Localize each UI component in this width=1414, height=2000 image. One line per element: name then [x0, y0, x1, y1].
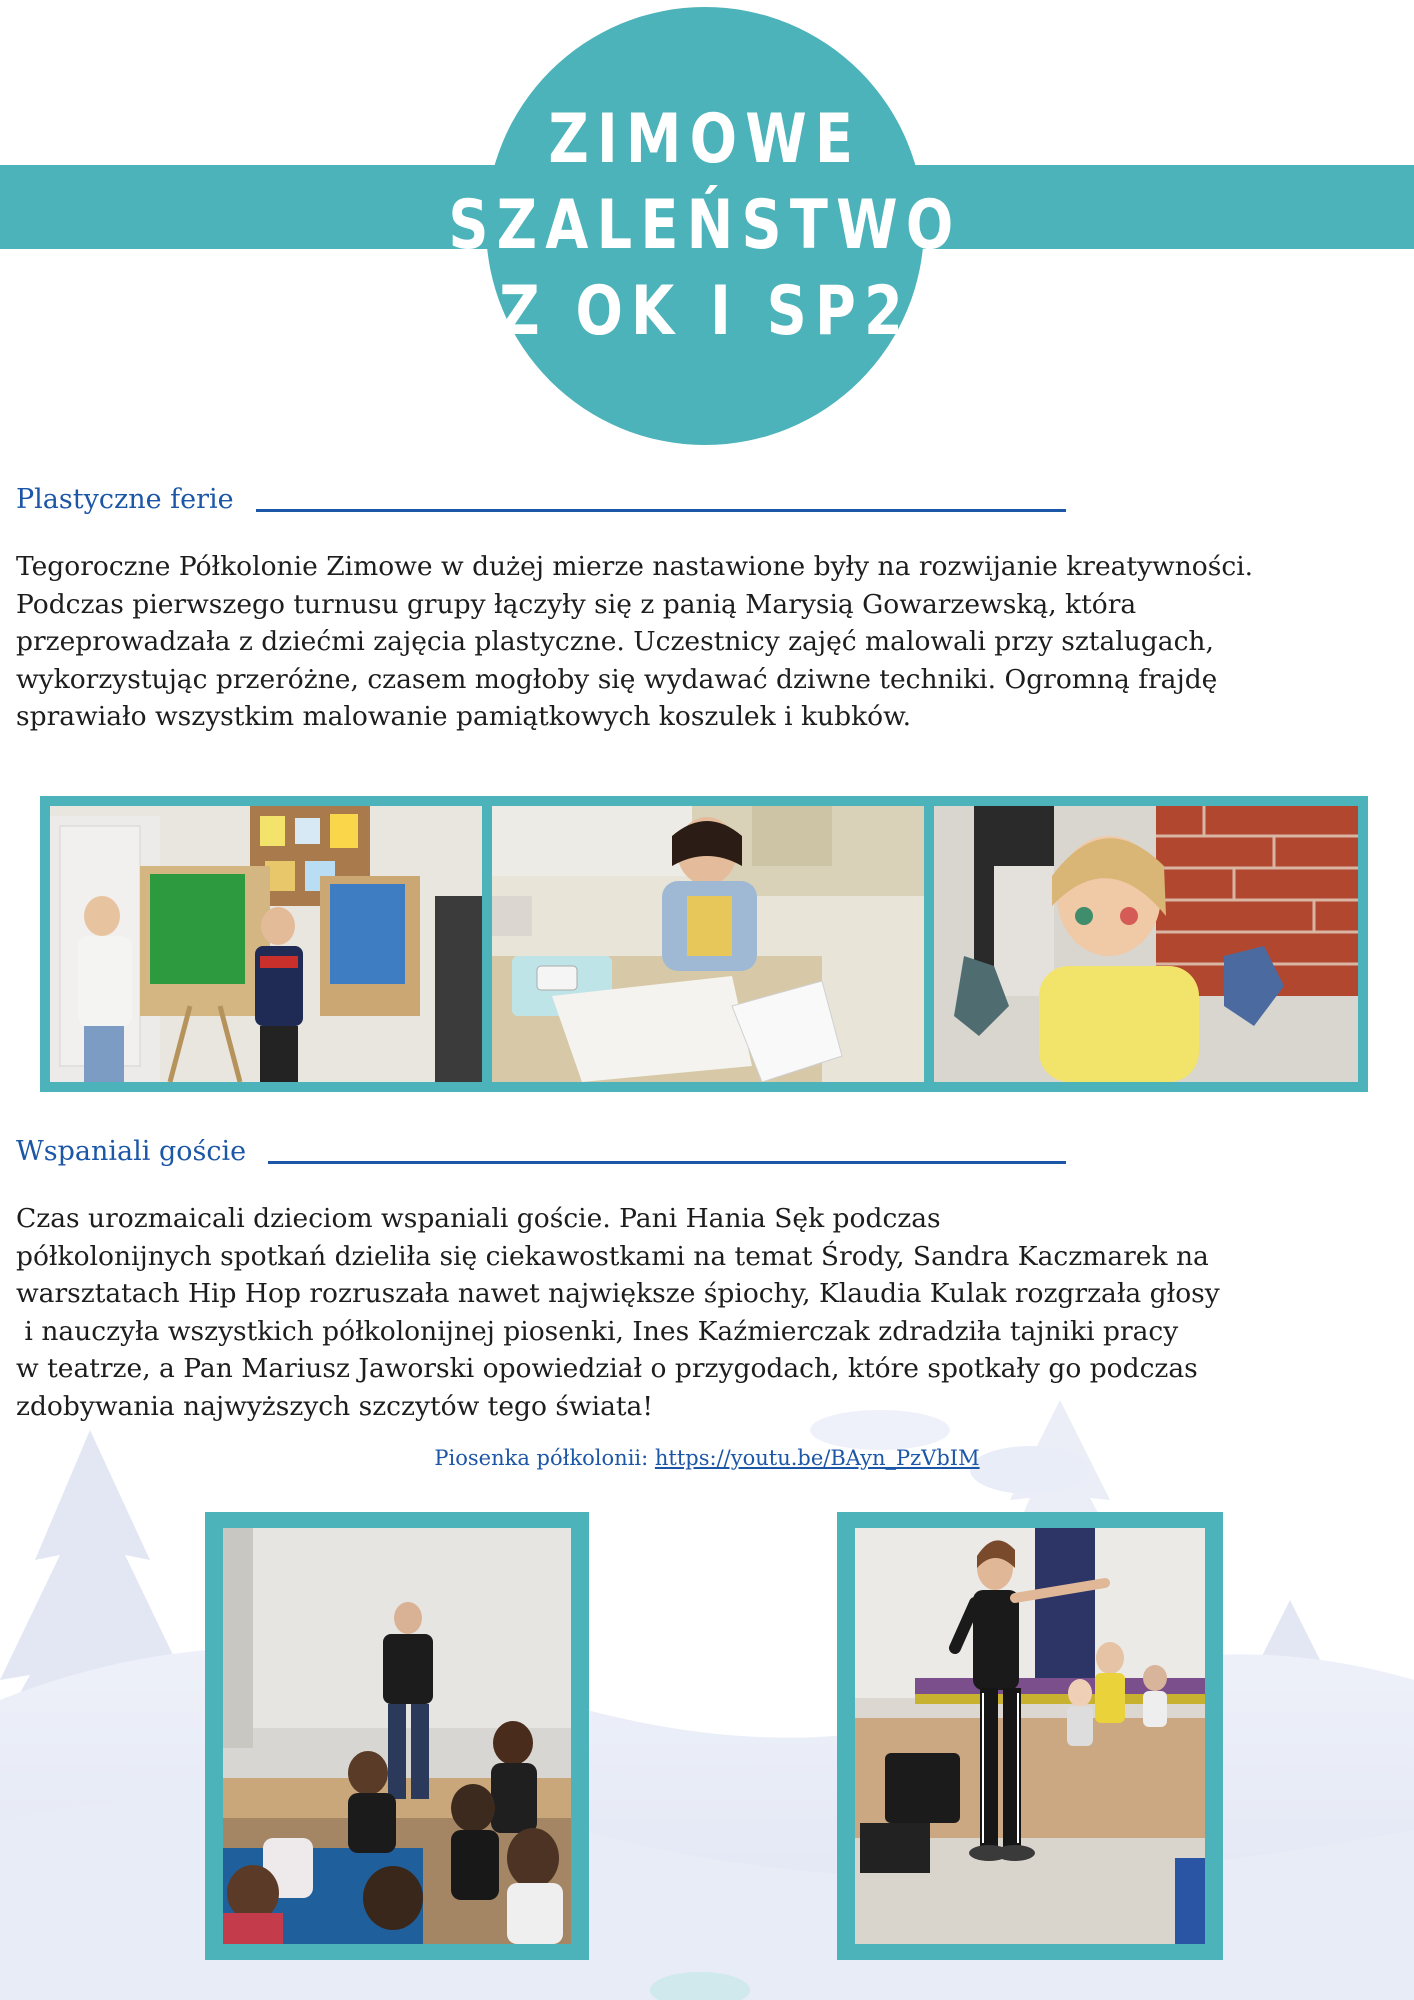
- paragraph-line: półkolonijnych spotkań dzieliła się ciekawostkami na temat Środy, Sandra Kaczmarek na: [16, 1240, 1209, 1272]
- paragraph-line: Tegoroczne Półkolonie Zimowe w dużej mierze nastawione były na rozwijanie kreatywności.: [16, 551, 1254, 582]
- paragraph-line: przeprowadzała z dziećmi zajęcia plastyczne. Uczestnicy zajęć malowali przy sztalugach,: [16, 626, 1214, 657]
- photo-frame-left: [205, 1512, 589, 1960]
- paragraph-line: Podczas pierwszego turnusu grupy łączyły się z panią Marysią Gowarzewską, która: [16, 588, 1137, 620]
- section-heading-plastyczne-ferie: Plastyczne ferie: [16, 484, 234, 515]
- section2-paragraph: [16, 1200, 1406, 1425]
- photo-frame-right: [837, 1512, 1223, 1960]
- title-line-1: ZIMOWE: [548, 100, 862, 179]
- paragraph-line: wykorzystując przeróżne, czasem mogłoby się wydawać dziwne techniki. Ogromną frajdę: [16, 663, 1218, 695]
- photo-painted-hands: [934, 806, 1358, 1082]
- paragraph-line: sprawiało wszystkim malowanie pamiątkowych koszulek i kubków.: [16, 701, 912, 732]
- title-line-2: SZALEŃSTWO: [448, 186, 962, 265]
- photo-table-drawing: [492, 806, 924, 1082]
- section1-paragraph: [16, 548, 1406, 736]
- song-link-line: [0, 1446, 1414, 1470]
- song-youtube-link[interactable]: https://youtu.be/BAyn_PzVbIM: [654, 1446, 980, 1470]
- photo-guest-talk: [223, 1528, 571, 1944]
- section-heading-wspaniali-goscie: Wspaniali goście: [16, 1136, 247, 1167]
- paragraph-line: w teatrze, a Pan Mariusz Jaworski opowiedział o przygodach, które spotkały go podczas: [16, 1353, 1198, 1384]
- section-rule: [256, 509, 1066, 512]
- paragraph-line: i nauczyła wszystkich półkolonijnej piosenki, Ines Kaźmierczak zdradziła tajniki pracy: [16, 1315, 1179, 1347]
- song-label: Piosenka półkolonii:: [434, 1446, 655, 1470]
- photo-hip-hop-workshop: [855, 1528, 1205, 1944]
- title-line-3: Z OK I SP2: [499, 272, 911, 351]
- paragraph-line: Czas urozmaicali dzieciom wspaniali goście. Pani Hania Sęk podczas: [16, 1203, 941, 1234]
- paragraph-line: warsztatach Hip Hop rozruszała nawet największe śpiochy, Klaudia Kulak rozgrzała głosy: [16, 1278, 1220, 1309]
- paragraph-line: zdobywania najwyższych szczytów tego świata!: [16, 1390, 653, 1422]
- photo-easel-painting: [50, 806, 482, 1082]
- photo-strip: [40, 796, 1368, 1092]
- section-rule: [268, 1161, 1066, 1164]
- title-circle: [448, 7, 962, 445]
